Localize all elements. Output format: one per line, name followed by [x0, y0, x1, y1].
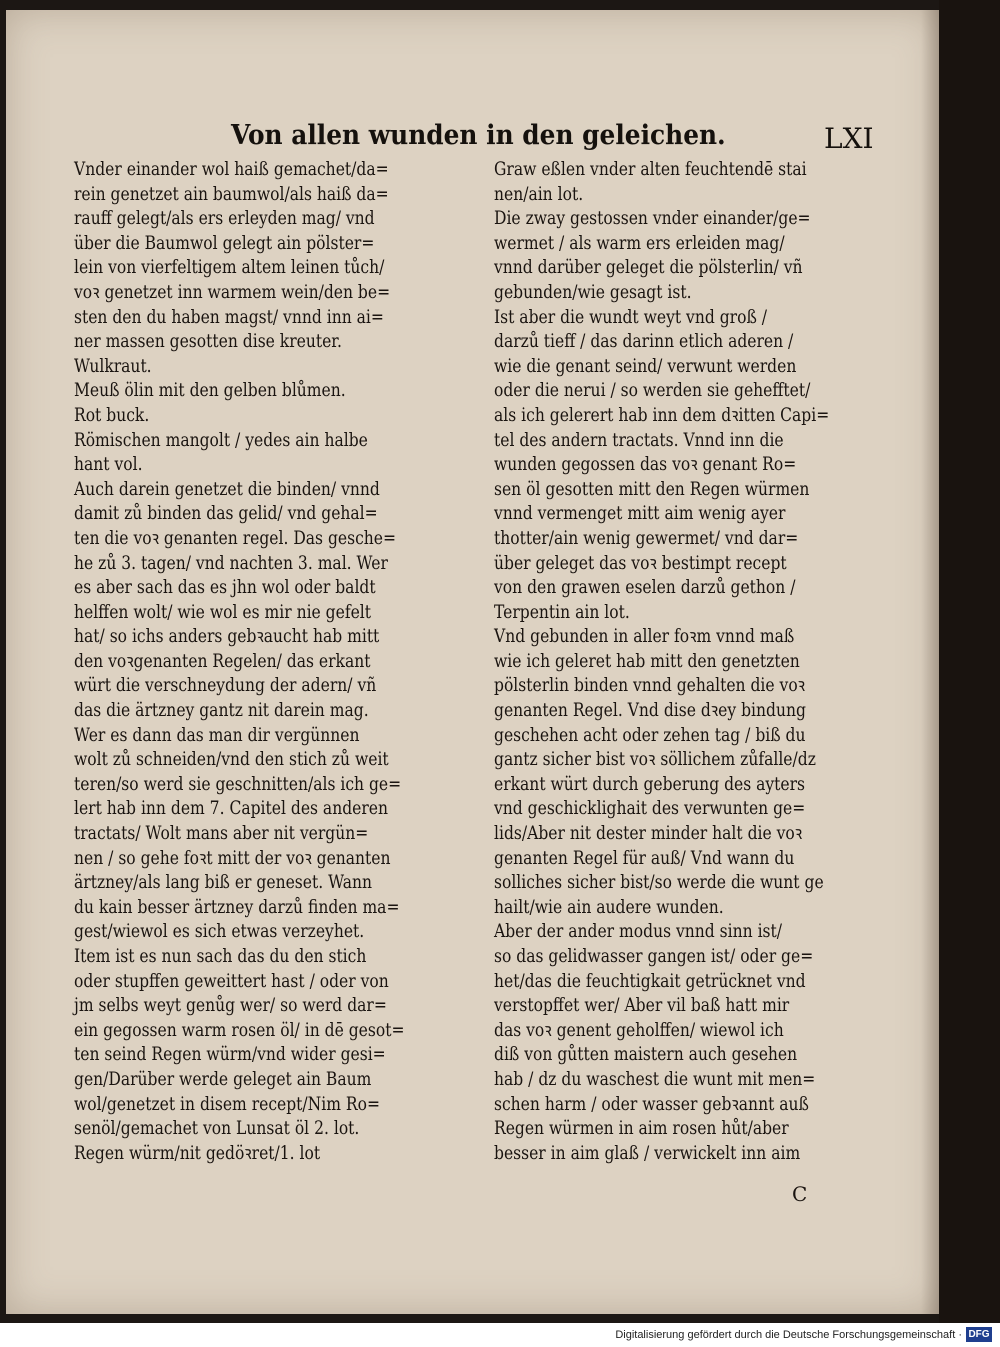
text-line: het/das die feuchtigkait getrücknet vnd: [494, 970, 806, 992]
funding-note: Digitalisierung gefördert durch die Deutsche Forschungsgemeinschaft ·: [615, 1329, 962, 1341]
text-line: jm selbs weyt genůg wer/ so werd dar=: [74, 995, 387, 1017]
text-line: gebunden/wie gesagt ist.: [494, 281, 692, 303]
text-line: ner massen gesotten dise kreuter.: [74, 331, 342, 353]
text-line: sten den du haben magst/ vnnd inn ai=: [74, 306, 384, 328]
text-line: Item ist es nun sach das du den stich: [74, 946, 367, 967]
text-line: nen / so gehe foꝛt mitt der voꝛ genanten: [74, 847, 391, 869]
text-line: Römischen mangolt / yedes ain halbe: [74, 429, 368, 451]
text-line: Regen würm/nit gedöꝛret/1. lot: [74, 1142, 321, 1164]
text-line: Die zway gestossen vnder einander/ge=: [494, 208, 811, 230]
text-line: würt die verschneydung der adern/ vñ: [74, 675, 377, 697]
text-line: Rot buck.: [74, 404, 150, 426]
text-line: darzů tieff / das darinn etlich aderen /: [494, 331, 794, 353]
text-line: rauff gelegt/als ers erleyden mag/ vnd: [74, 208, 375, 230]
text-line: Aber der ander modus vnnd sinn ist/: [494, 921, 783, 943]
text-line: sen öl gesotten mitt den Regen würmen: [494, 478, 810, 500]
text-line: über die Baumwol gelegt ain pölster=: [74, 232, 375, 254]
text-line: gest/wiewol es sich etwas verzeyhet.: [74, 921, 365, 943]
text-line: Auch darein genetzet die binden/ vnnd: [74, 478, 380, 500]
text-line: es aber sach das es jhn wol oder baldt: [74, 577, 376, 599]
text-line: Graw eßlen vnder alten feuchtendē stai: [494, 159, 807, 180]
text-line: hailt/wie ain audere wunden.: [494, 896, 724, 918]
text-line: senöl/gemachet von Lunsat öl 2. lot.: [74, 1118, 360, 1140]
text-line: als ich gelerert hab inn dem dꝛitten Capi=: [494, 404, 830, 426]
text-line: he zů 3. tagen/ vnd nachten 3. mal. Wer: [74, 552, 388, 574]
text-line: wol/genetzet in disem recept/Nim Ro=: [74, 1093, 380, 1115]
text-line: Wulkraut.: [74, 355, 152, 377]
text-line: Ist aber die wundt weyt vnd groß /: [494, 306, 768, 328]
digitization-footer: [0, 1323, 1000, 1347]
text-line: ten seind Regen würm/vnd wider gesi=: [74, 1044, 386, 1066]
text-line: ein gegossen warm rosen öl/ in dē gesot=: [74, 1019, 405, 1041]
text-line: wie die genant seind/ verwunt werden: [494, 355, 797, 377]
text-line: über geleget das voꝛ bestimpt recept: [494, 552, 787, 574]
text-line: wermet / als warm ers erleiden mag/: [494, 232, 785, 254]
text-line: vnd geschicklighait des verwunten ge=: [494, 798, 806, 820]
text-line: das die ärtzney gantz nit darein mag.: [74, 700, 369, 722]
text-line: gantz sicher bist voꝛ söllichem zůfalle/dz: [494, 749, 816, 771]
text-line: erkant würt durch geberung des ayters: [494, 773, 806, 795]
text-line: lert hab inn dem 7. Capitel des anderen: [74, 798, 388, 820]
text-line: du kain besser ärtzney darzů finden ma=: [74, 896, 400, 918]
text-line: thotter/ain wenig gewermet/ vnd dar=: [494, 527, 799, 549]
text-line: von den grawen eselen darzů gethon /: [494, 577, 796, 599]
text-line: verstopffet wer/ Aber vil baß hatt mir: [494, 995, 790, 1017]
text-line: genanten Regel. Vnd dise dꝛey bindung: [494, 700, 806, 722]
text-line: Vnd gebunden in aller foꝛm vnnd maß: [494, 626, 795, 648]
text-line: so das gelidwasser gangen ist/ oder ge=: [494, 946, 814, 967]
text-line: hant vol.: [74, 454, 143, 476]
text-line: oder stupffen geweittert hast / oder von: [74, 970, 389, 992]
text-line: damit zů binden das gelid/ vnd gehal=: [74, 503, 378, 525]
text-line: schen harm / oder wasser gebꝛannt auß: [494, 1093, 809, 1115]
text-line: Meuß ölin mit den gelben blůmen.: [74, 380, 346, 402]
text-line: nen/ain lot.: [494, 183, 584, 205]
text-line: ärtzney/als lang biß er geneset. Wann: [74, 872, 372, 894]
text-line: vnnd vermenget mitt aim wenig ayer: [494, 503, 786, 525]
text-line: Regen würmen in aim rosen hůt/aber: [494, 1118, 789, 1140]
folio-number: LXI: [824, 122, 874, 155]
text-line: voꝛ genetzet inn warmem wein/den be=: [74, 281, 391, 303]
text-line: solliches sicher bist/so werde die wunt ge: [494, 872, 824, 894]
text-line: hab / dz du waschest die wunt mit men=: [494, 1068, 816, 1090]
text-line: geschehen acht oder zehen tag / biß du: [494, 724, 806, 746]
text-line: hat/ so ichs anders gebꝛaucht hab mitt: [74, 626, 380, 648]
text-line: genanten Regel für auß/ Vnd wann du: [494, 847, 795, 869]
text-line: vnnd darüber geleget die pölsterlin/ vñ: [494, 257, 803, 279]
text-line: das voꝛ genent geholffen/ wiewol ich: [494, 1019, 784, 1041]
text-line: oder die nerui / so werden sie gehefftet/: [494, 380, 811, 402]
running-head: Von allen wunden in den geleichen.: [231, 120, 726, 151]
text-line: den voꝛgenanten Regelen/ das erkant: [74, 650, 371, 672]
text-line: teren/so werd sie geschnitten/als ich ge=: [74, 773, 402, 795]
text-line: diß von gůtten maistern auch gesehen: [494, 1044, 798, 1066]
text-line: lein von vierfeltigem altem leinen tůch/: [74, 257, 385, 279]
catchword: C: [792, 1182, 808, 1206]
text-line: Wer es dann das man dir vergünnen: [74, 724, 360, 746]
book-page: [6, 10, 939, 1314]
text-line: helffen wolt/ wie wol es mir nie gefelt: [74, 601, 371, 623]
text-line: Vnder einander wol haiß gemachet/da=: [74, 159, 389, 180]
dfg-logo: DFG: [966, 1327, 992, 1342]
text-line: wolt zů schneiden/vnd den stich zů weit: [74, 749, 389, 771]
text-line: rein genetzet ain baumwol/als haiß da=: [74, 183, 389, 205]
text-line: tel des andern tractats. Vnnd inn die: [494, 429, 784, 451]
text-line: wie ich geleret hab mitt den genetzten: [494, 650, 800, 672]
right-text-column: [494, 158, 889, 1166]
text-line: pölsterlin binden vnnd gehalten die voꝛ: [494, 675, 806, 697]
text-line: besser in aim glaß / verwickelt inn aim: [494, 1142, 801, 1164]
text-line: ten die voꝛ genanten regel. Das gesche=: [74, 527, 397, 549]
left-text-column: [74, 158, 474, 1166]
text-line: Terpentin ain lot.: [494, 601, 630, 623]
text-line: gen/Darüber werde geleget ain Baum: [74, 1068, 372, 1090]
text-line: wunden gegossen das voꝛ genant Ro=: [494, 454, 797, 476]
text-line: tractats/ Wolt mans aber nit vergün=: [74, 823, 369, 845]
text-line: lids/Aber nit dester minder halt die voꝛ: [494, 823, 803, 845]
scan-dark-edge: [939, 0, 1000, 1323]
